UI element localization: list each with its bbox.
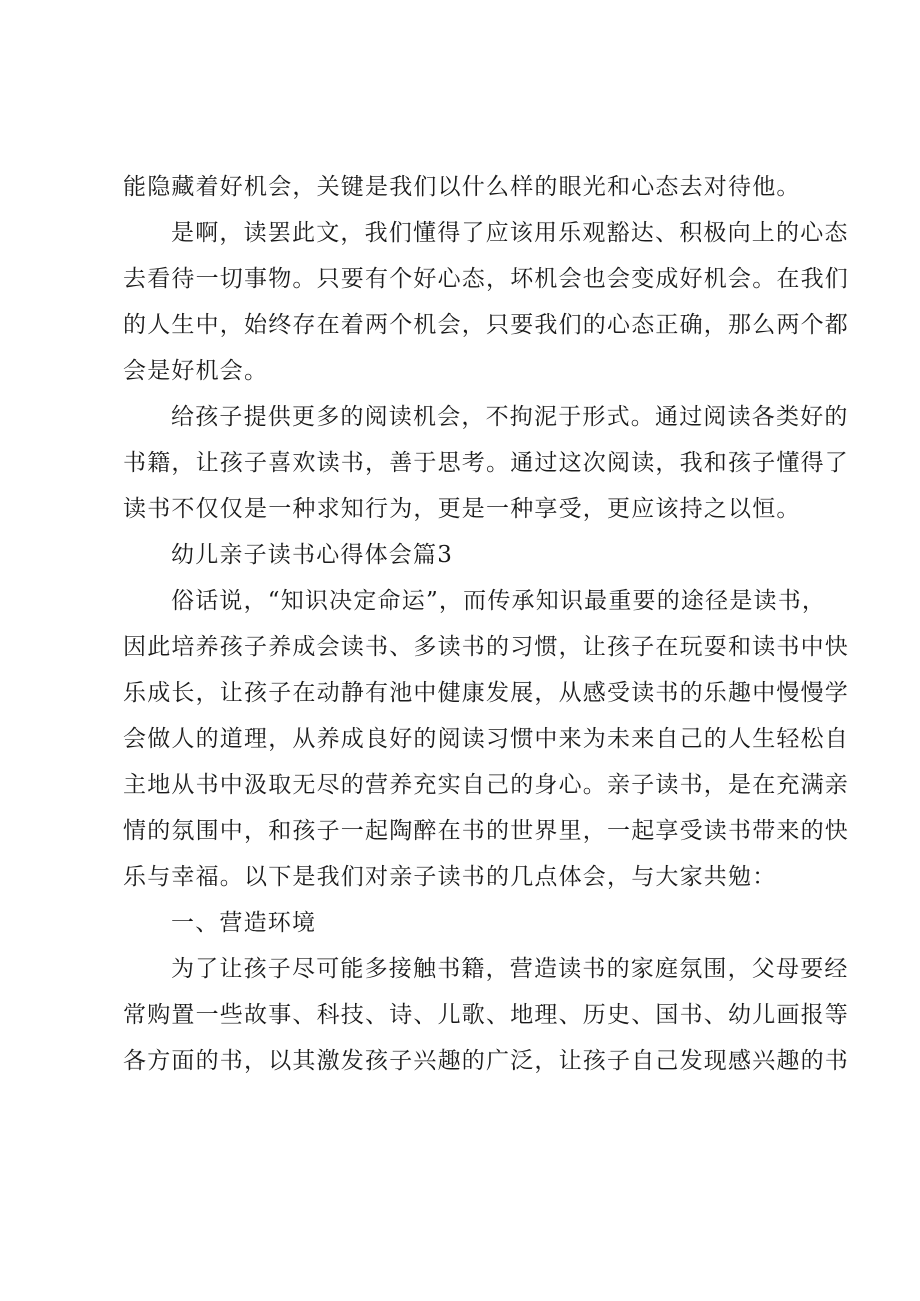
text-line: 的人生中，始终存在着两个机会，只要我们的心态正确，那么两个都: [123, 312, 849, 338]
text-line: 乐与幸福。以下是我们对亲子读书的几点体会，与大家共勉：: [123, 864, 777, 890]
text-line: 读书不仅仅是一种求知行为，更是一种享受，更应该持之以恒。: [123, 496, 801, 522]
text-line: 乐成长，让孩子在动静有池中健康发展，从感受读书的乐趣中慢慢学: [123, 680, 849, 706]
text-line: 因此培养孩子养成会读书、多读书的习惯，让孩子在玩耍和读书中快: [123, 634, 849, 660]
text-line-paragraph-start: 是啊，读罢此文，我们懂得了应该用乐观豁达、积极向上的心态: [171, 220, 849, 246]
text-line: 主地从书中汲取无尽的营养充实自己的身心。亲子读书，是在充满亲: [123, 772, 849, 798]
text-line: 书籍，让孩子喜欢读书，善于思考。通过这次阅读，我和孩子懂得了: [123, 450, 849, 476]
text-line: 会是好机会。: [123, 358, 269, 384]
text-line: 各方面的书，以其激发孩子兴趣的广泛，让孩子自己发现感兴趣的书: [123, 1048, 849, 1074]
text-line: 去看待一切事物。只要有个好心态，坏机会也会变成好机会。在我们: [123, 266, 849, 292]
text-line: 情的氛围中，和孩子一起陶醉在书的世界里，一起享受读书带来的快: [123, 818, 849, 844]
text-line: 会做人的道理，从养成良好的阅读习惯中来为未来自己的人生轻松自: [123, 726, 849, 752]
text-line-continuation: 能隐藏着好机会，关键是我们以什么样的眼光和心态去对待他。: [123, 174, 801, 200]
text-line-paragraph-start: 给孩子提供更多的阅读机会，不拘泥于形式。通过阅读各类好的: [171, 404, 849, 430]
text-line-paragraph-start: 为了让孩子尽可能多接触书籍，营造读书的家庭氛围，父母要经: [171, 956, 849, 982]
body-text: [123, 164, 849, 1084]
section-heading: 幼儿亲子读书心得体会篇3: [171, 542, 454, 568]
text-line: 常购置一些故事、科技、诗、儿歌、地理、历史、国书、幼儿画报等: [123, 1002, 849, 1028]
subsection-heading: 一、营造环境: [171, 910, 317, 936]
text-line-paragraph-start: 俗话说，“知识决定命运”，而传承知识最重要的途径是读书，: [171, 588, 827, 614]
